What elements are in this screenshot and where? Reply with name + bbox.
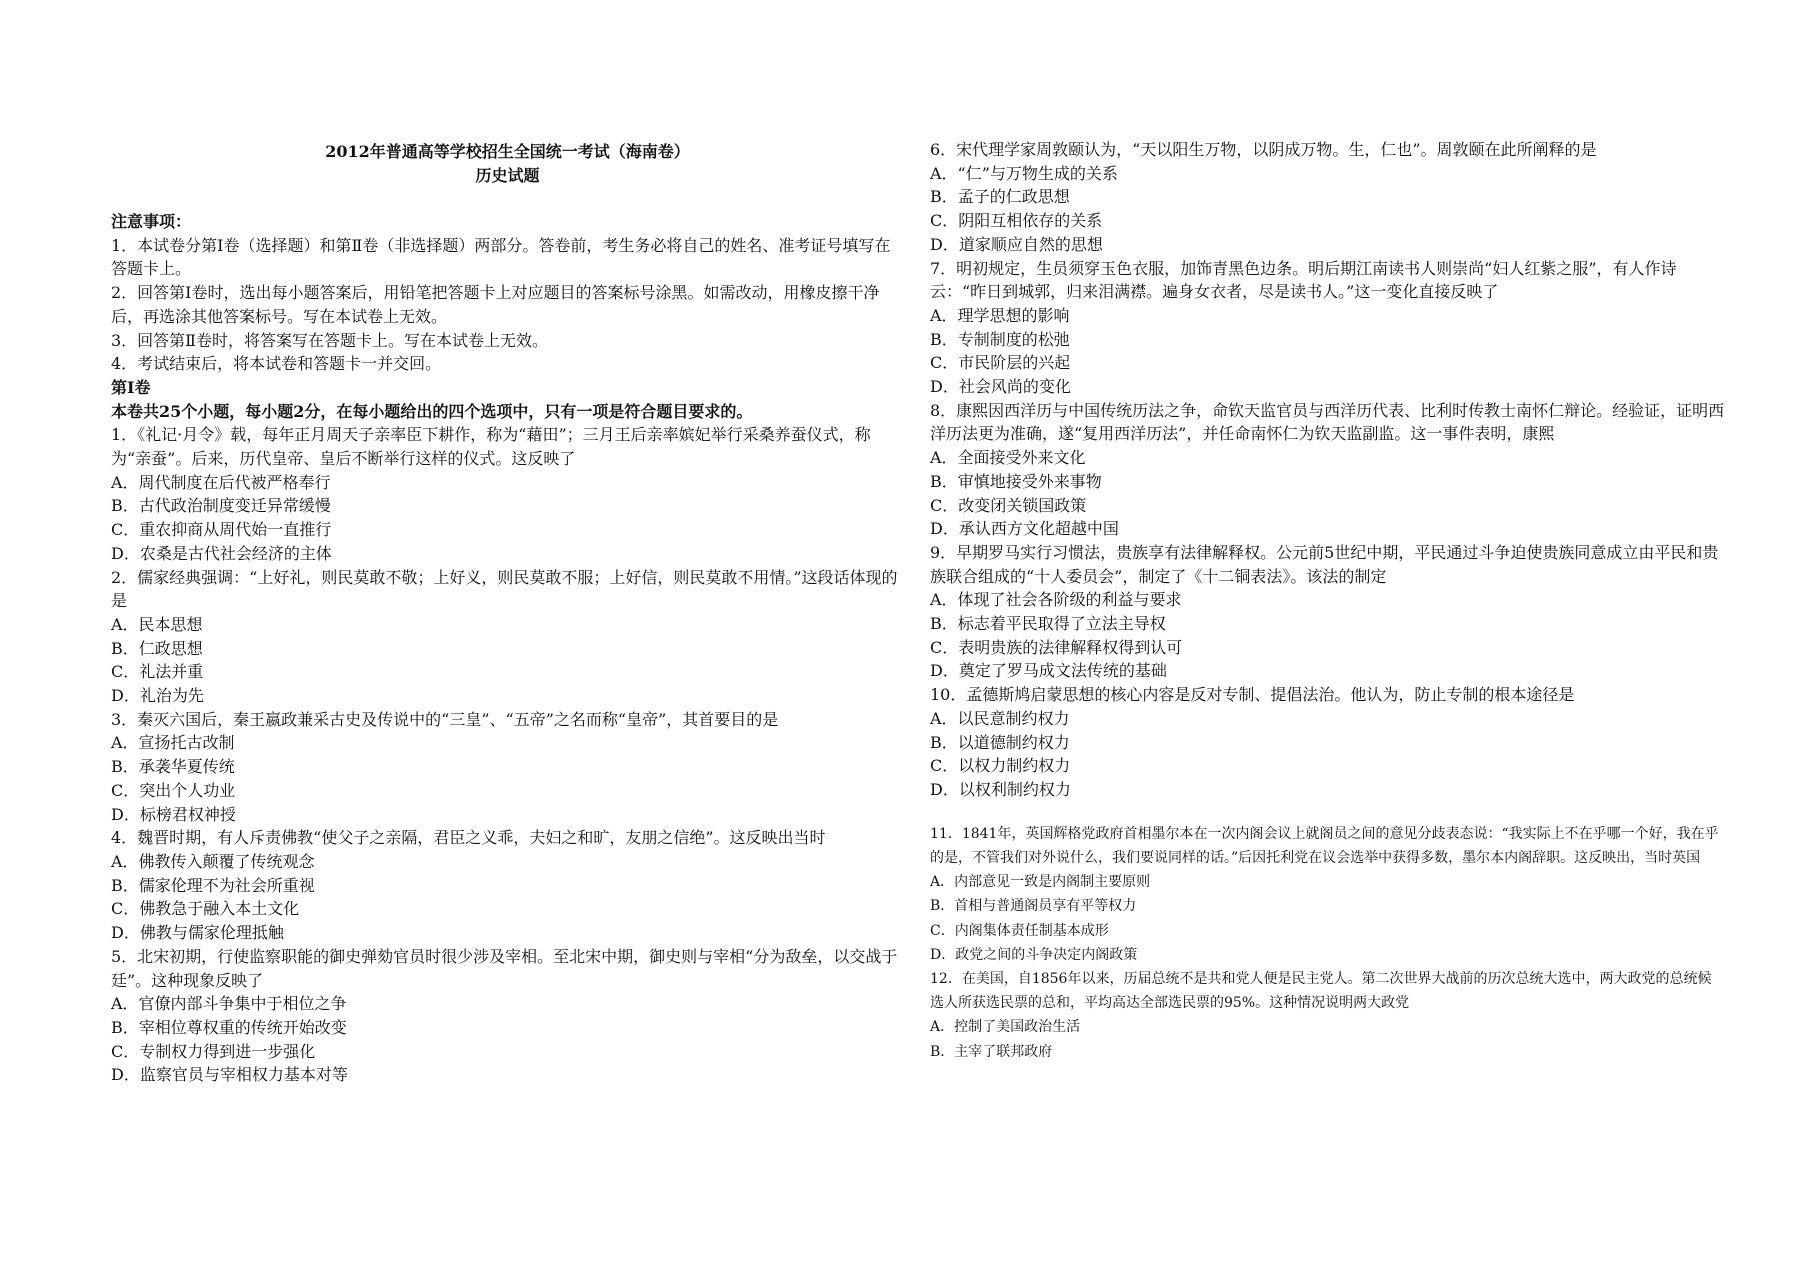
answer-option: A．理学思想的影响 — [930, 305, 1070, 325]
question-block — [111, 708, 904, 827]
answer-option: D．礼治为先 — [111, 686, 204, 706]
answer-option: C．改变闭关锁国政策 — [930, 495, 1087, 515]
answer-option: C．礼法并重 — [111, 662, 204, 682]
question-list-left — [111, 423, 904, 1087]
answer-option: A．宣扬托古改制 — [111, 733, 235, 753]
right-column — [930, 138, 1725, 1064]
answer-option: C．表明贵族的法律解释权得到认可 — [930, 637, 1183, 657]
answer-option: C．内阁集体责任制基本成形 — [930, 922, 1109, 939]
answer-option: A．全面接受外来文化 — [930, 448, 1086, 468]
answer-option: B．标志着平民取得了立法主导权 — [930, 614, 1166, 634]
question-stem: 7．明初规定，生员须穿玉色衣服，加饰青黑色边条。明后期江南读书人则崇尚“妇人红紫之服”，有人作诗云：“昨日到城郭，归来泪满襟。遍身女衣者，尽是读书人。”这一变化直接反映了 — [930, 258, 1677, 302]
question-block — [111, 945, 904, 1087]
title-block — [111, 140, 904, 188]
answer-option: D．社会风尚的变化 — [930, 377, 1071, 397]
question-stem: 3．秦灭六国后，秦王嬴政兼采古史及传说中的“三皇”、“五帝”之名而称“皇帝”，其首要目的是 — [111, 709, 779, 729]
answer-option: A．控制了美国政治生活 — [930, 1019, 1081, 1036]
answer-option: B．古代政治制度变迁异常缓慢 — [111, 496, 331, 516]
question-stem: 5．北宋初期，行使监察职能的御史弹劾官员时很少涉及宰相。至北宋中期，御史则与宰相“分为敌垒，以交战于廷”。这种现象反映了 — [111, 946, 898, 990]
answer-option: D．农桑是古代社会经济的主体 — [111, 543, 332, 563]
question-list-right-small — [930, 822, 1725, 1064]
answer-option: C．重农抑商从周代始一直推行 — [111, 520, 332, 540]
answer-option: C．突出个人功业 — [111, 780, 236, 800]
answer-option: A．官僚内部斗争集中于相位之争 — [111, 994, 347, 1014]
answer-option: A．“仁”与万物生成的关系 — [930, 163, 1118, 183]
answer-option: C．以权力制约权力 — [930, 756, 1071, 776]
answer-option: C．市民阶层的兴起 — [930, 353, 1071, 373]
answer-option: D．道家顺应自然的思想 — [930, 234, 1103, 254]
question-block — [930, 257, 1725, 399]
answer-option: D．以权利制约权力 — [930, 779, 1071, 799]
answer-option: D．标榜君权神授 — [111, 804, 236, 824]
question-stem: 6．宋代理学家周敦颐认为，“天以阳生万物，以阴成万物。生，仁也”。周敦颐在此所阐释的是 — [930, 140, 1597, 159]
answer-option: B．承袭华夏传统 — [111, 757, 235, 777]
notes-item: 1．本试卷分第Ⅰ卷（选择题）和第Ⅱ卷（非选择题）两部分。答卷前，考生务必将自己的姓名、准考证号填写在答题卡上。 — [111, 235, 891, 279]
answer-option: C．专制权力得到进一步强化 — [111, 1041, 316, 1061]
page-subtitle: 历史试题 — [475, 166, 540, 185]
answer-option: B．儒家伦理不为社会所重视 — [111, 875, 315, 895]
answer-option: A．内部意见一致是内阁制主要原则 — [930, 874, 1151, 891]
question-block — [930, 822, 1725, 967]
question-block — [930, 683, 1725, 802]
notes-item: 3．回答第Ⅱ卷时，将答案写在答题卡上。写在本试卷上无效。 — [111, 330, 549, 350]
answer-option: A．周代制度在后代被严格奉行 — [111, 472, 331, 492]
answer-option: B．以道德制约权力 — [930, 732, 1070, 752]
answer-option: D．佛教与儒家伦理抵触 — [111, 923, 284, 943]
answer-option: B．专制制度的松弛 — [930, 329, 1070, 349]
title-spacer — [111, 188, 904, 210]
question-stem: 1．《礼记·月令》载，每年正月周天子亲率臣下耕作，称为“藉田”；三月王后亲率嫔妃举行采桑养蚕仪式，称为“亲蚕”。后来，历代皇帝、皇后不断举行这样的仪式。这反映了 — [111, 425, 871, 469]
answer-option: B．宰相位尊权重的传统开始改变 — [111, 1017, 347, 1037]
question-list-right — [930, 138, 1725, 802]
answer-option: C．佛教急于融入本土文化 — [111, 899, 300, 919]
section-title: 第Ⅰ卷 — [111, 377, 151, 397]
notes-heading: 注意事项： — [111, 212, 192, 231]
answer-option: D．承认西方文化超越中国 — [930, 519, 1119, 539]
question-stem: 12．在美国，自1856年以来，历届总统不是共和党人便是民主党人。第二次世界大战前的历次总统大选中，两大政党的总统候选人所获选民票的总和，平均高达全部选民票的95%。这种情况说明两大政党 — [930, 970, 1712, 1012]
answer-option: B．首相与普通阁员享有平等权力 — [930, 898, 1137, 915]
answer-option: B．审慎地接受外来事物 — [930, 471, 1102, 491]
question-block — [111, 423, 904, 565]
answer-option: B．主宰了联邦政府 — [930, 1043, 1053, 1060]
question-block — [111, 566, 904, 708]
answer-option: D．奠定了罗马成文法传统的基础 — [930, 661, 1167, 681]
page-title: 2012年普通高等学校招生全国统一考试（海南卷） — [325, 142, 690, 161]
question-stem: 9．早期罗马实行习惯法，贵族享有法律解释权。公元前5世纪中期，平民通过斗争迫使贵族同意成立由平民和贵族联合组成的“十人委员会”，制定了《十二铜表法》。该法的制定 — [930, 542, 1719, 586]
question-block — [930, 967, 1725, 1064]
question-stem: 10．孟德斯鸠启蒙思想的核心内容是反对专制、提倡法治。他认为，防止专制的根本途径是 — [930, 685, 1575, 705]
answer-option: D．政党之间的斗争决定内阁政策 — [930, 946, 1138, 963]
answer-option: C．阴阳互相依存的关系 — [930, 211, 1103, 231]
question-stem: 11．1841年，英国辉格党政府首相墨尔本在一次内阁会议上就阁员之间的意见分歧表态说：“我实际上不在乎哪一个好，我在乎的是，不管我们对外说什么，我们要说同样的话。”后因托利党在议会选举中获得多数，墨尔本内阁辞职。这反映出，当时英国 — [930, 825, 1719, 866]
answer-option: A．佛教传入颠覆了传统观念 — [111, 851, 315, 871]
answer-option: D．监察官员与宰相权力基本对等 — [111, 1065, 348, 1085]
notes-item: 2．回答第Ⅰ卷时，选出每小题答案后，用铅笔把答题卡上对应题目的答案标号涂黑。如需改动，用橡皮擦干净后，再选涂其他答案标号。写在本试卷上无效。 — [111, 283, 880, 326]
question-stem: 2．儒家经典强调：“上好礼，则民莫敢不敬；上好义，则民莫敢不服；上好信，则民莫敢不用情。”这段话体现的是 — [111, 567, 898, 611]
answer-option: A．体现了社会各阶级的利益与要求 — [930, 590, 1182, 610]
notes-item: 4．考试结束后，将本试卷和答题卡一并交回。 — [111, 354, 442, 374]
section-instruction: 本卷共25个小题，每小题2分，在每小题给出的四个选项中，只有一项是符合题目要求的。 — [111, 401, 753, 421]
question-block — [111, 826, 904, 945]
section-gap — [930, 802, 1725, 822]
answer-option: B．孟子的仁政思想 — [930, 187, 1070, 207]
question-block — [930, 399, 1725, 541]
question-stem: 4．魏晋时期，有人斥责佛教“使父子之亲隔，君臣之义乖，夫妇之和旷，友朋之信绝”。这反映出当时 — [111, 828, 826, 848]
answer-option: A．民本思想 — [111, 614, 203, 634]
question-block — [930, 138, 1725, 257]
answer-option: B．仁政思想 — [111, 638, 203, 658]
question-stem: 8．康熙因西洋历与中国传统历法之争，命钦天监官员与西洋历代表、比利时传教士南怀仁辩论。经验证，证明西洋历法更为准确，遂“复用西洋历法”，并任命南怀仁为钦天监副监。这一事件表明，康熙 — [930, 400, 1725, 444]
left-column — [111, 138, 904, 1087]
question-block — [930, 541, 1725, 683]
answer-option: A．以民意制约权力 — [930, 708, 1070, 728]
